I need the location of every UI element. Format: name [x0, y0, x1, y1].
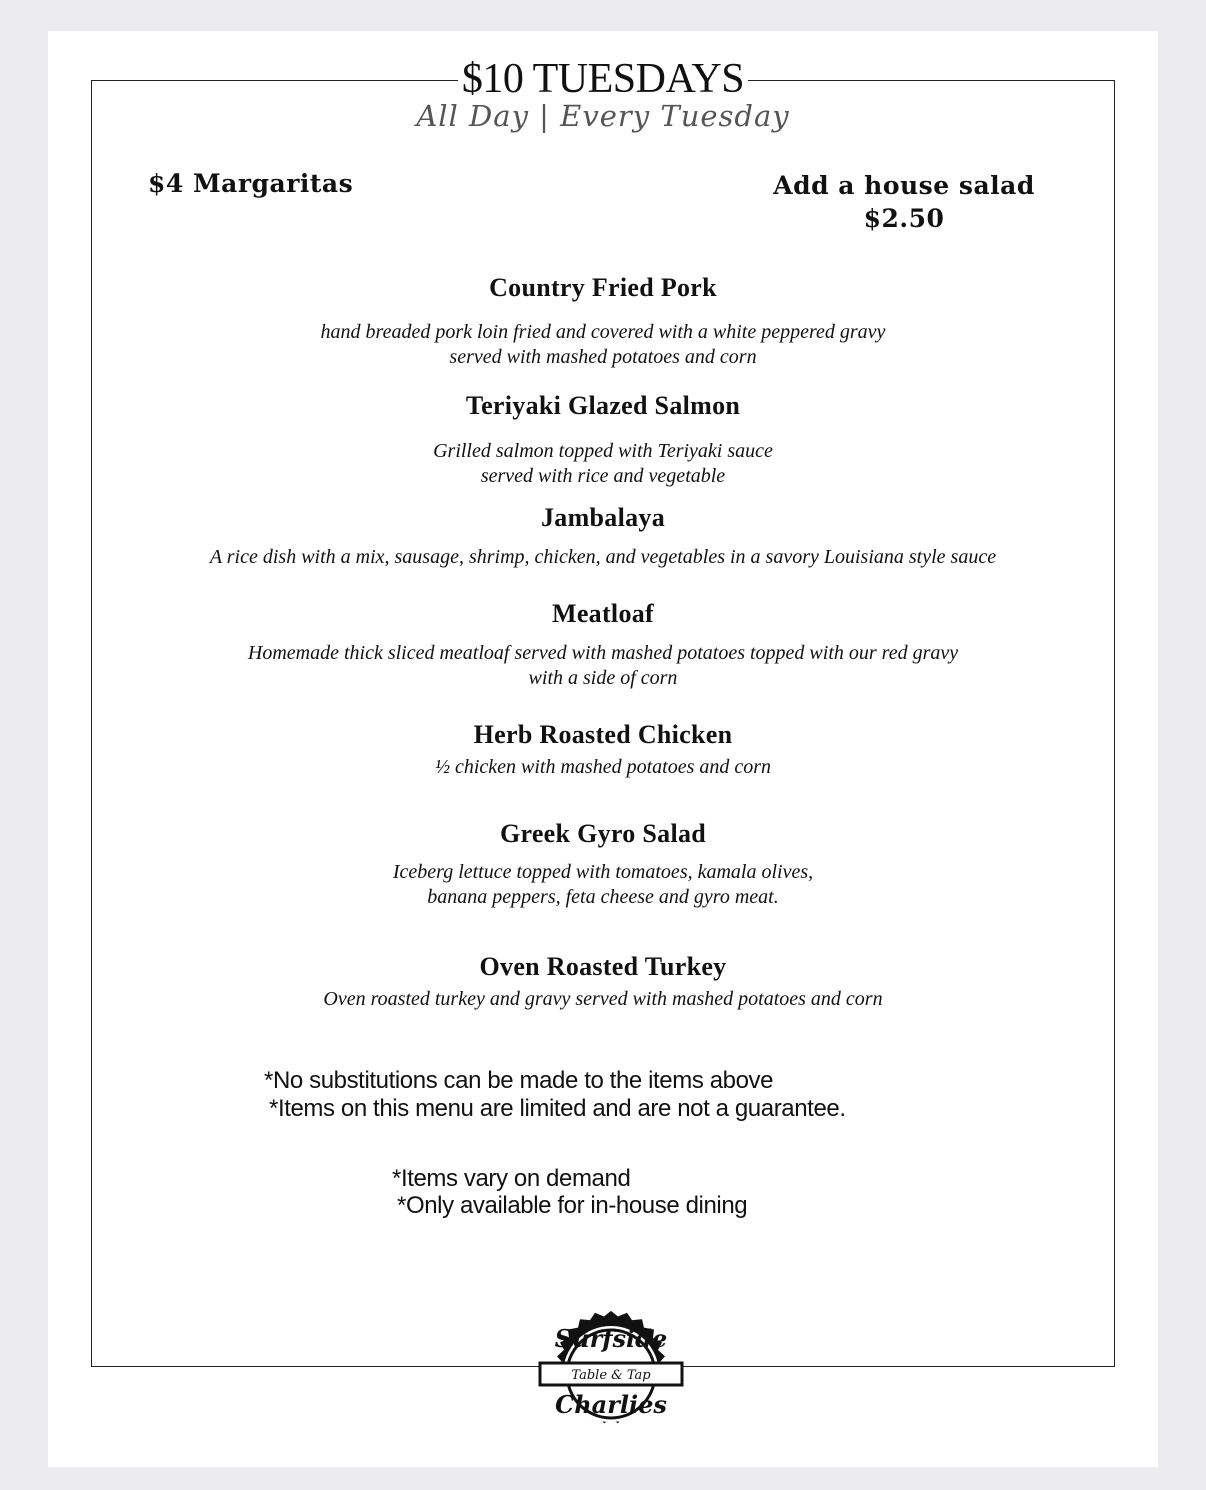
surfside-charlies-logo	[536, 1299, 686, 1449]
salad-promo	[754, 169, 1054, 235]
note-no-substitutions: *No substitutions can be made to the items above	[264, 1067, 774, 1094]
item-desc-line: served with rice and vegetable	[480, 465, 726, 487]
salad-promo-price: $2.50	[863, 204, 945, 233]
item-desc-line: with a side of corn	[528, 667, 678, 689]
item-name: Oven Roasted Turkey	[479, 952, 727, 981]
item-desc-line: hand breaded pork loin fried and covered with a white peppered gravy	[320, 321, 886, 343]
salad-promo-text: Add a house salad	[773, 171, 1035, 200]
item-desc-line: served with mashed potatoes and corn	[449, 346, 757, 368]
menu-page	[48, 31, 1158, 1467]
logo-middle-text: Table & Tap	[571, 1368, 651, 1383]
item-desc	[48, 860, 1158, 910]
item-desc	[48, 545, 1158, 570]
item-desc-line: Grilled salmon topped with Teriyaki sauce	[433, 440, 773, 462]
item-desc-line: A rice dish with a mix, sausage, shrimp, chicken, and vegetables in a savory Louisiana style sauce	[209, 546, 997, 568]
note-limited-items: *Items on this menu are limited and are not a guarantee.	[269, 1095, 846, 1122]
item-desc-line: Homemade thick sliced meatloaf served with mashed potatoes topped with our red gravy	[247, 642, 959, 664]
item-desc	[48, 987, 1158, 1012]
note-vary-demand: *Items vary on demand	[392, 1165, 631, 1192]
item-name: Herb Roasted Chicken	[473, 720, 733, 749]
item-desc	[48, 641, 1158, 691]
logo-bottom-text: Charlies	[555, 1390, 667, 1419]
item-desc	[48, 439, 1158, 489]
margarita-promo: $4 Margaritas	[148, 169, 354, 198]
item-name: Teriyaki Glazed Salmon	[465, 391, 741, 420]
item-desc	[48, 320, 1158, 370]
item-name: Country Fried Pork	[489, 273, 717, 302]
item-desc-line: Oven roasted turkey and gravy served with mashed potatoes and corn	[323, 988, 883, 1010]
menu-subtitle: All Day | Every Tuesday	[416, 99, 790, 133]
item-desc-line: banana peppers, feta cheese and gyro meat.	[427, 886, 779, 908]
note-in-house: *Only available for in-house dining	[397, 1192, 748, 1219]
item-name: Greek Gyro Salad	[499, 819, 707, 848]
item-desc-line: Iceberg lettuce topped with tomatoes, kamala olives,	[392, 861, 814, 883]
logo-top-text: Surfside	[554, 1324, 668, 1353]
menu-title: $10 TUESDAYS	[48, 55, 1158, 103]
item-desc	[48, 755, 1158, 780]
item-name: Jambalaya	[540, 503, 666, 532]
item-desc-line: ½ chicken with mashed potatoes and corn	[434, 756, 772, 778]
item-name: Meatloaf	[551, 599, 655, 628]
